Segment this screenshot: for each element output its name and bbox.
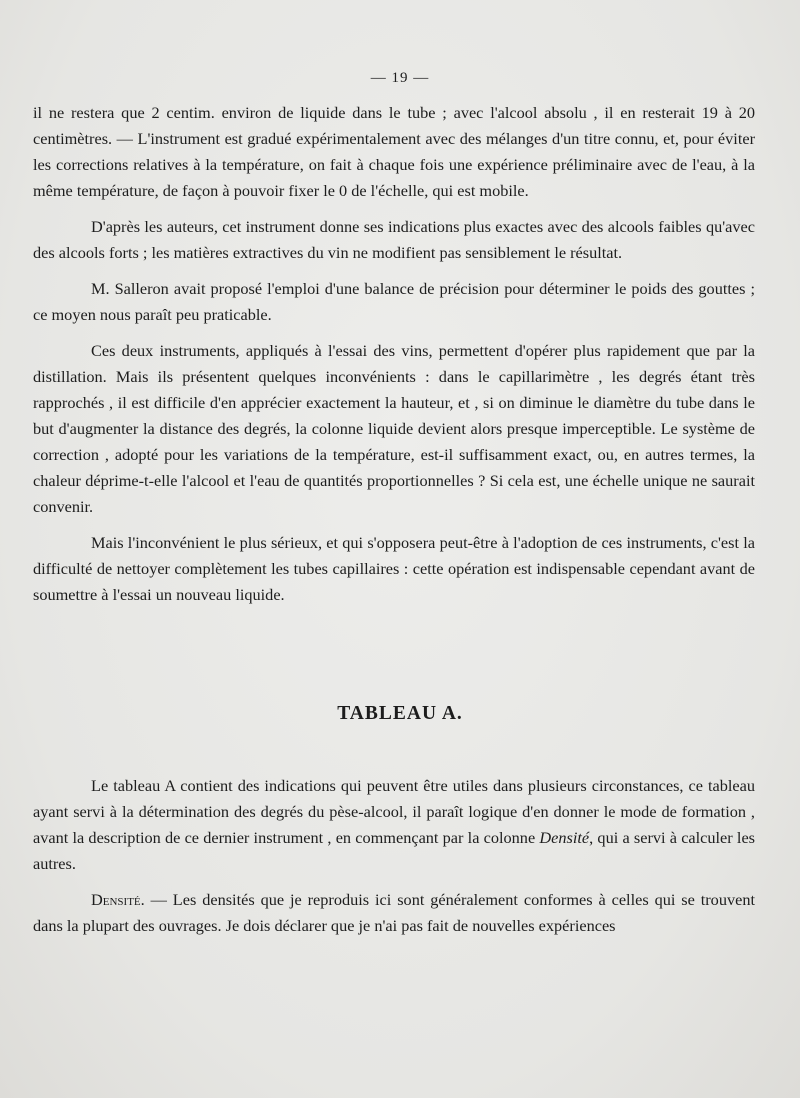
densite-term: Densité. (91, 890, 145, 909)
paragraph-inconvenient: Mais l'inconvénient le plus sérieux, et qui s'opposera peut-être à l'adoption de ces instruments, c'est la difficulté de nettoyer complètement les tubes capillaires : cette opération est indispensable cependant avant de soumettre à l'essai un nouveau liquide. (33, 533, 755, 604)
tableau-text-part1: Le tableau A contient des indications qui peuvent être utiles dans plusieurs circonstances, ce tableau ayant servi à la détermination des degrés du pèse-alcool, il paraît logique d'en donner le mode de formation , avant la description de ce dernier instrument , en commençant par la colonne (33, 776, 755, 847)
body-text-bottom (33, 773, 755, 939)
paragraph-instruments: Ces deux instruments, appliqués à l'essai des vins, permettent d'opérer plus rapidement que par la distillation. Mais ils présentent quelques inconvénients : dans le capillarimètre , les degrés étant très rapprochés , il est difficile d'en apprécier exactement la hauteur, et , si on diminue le diamètre du tube dans le but d'augmenter la distance des degrés, la colonne liquide devient alors presque imperceptible. Le système de correction , adopté pour les variations de la température, est-il suffisamment exact, ou, en autres termes, la chaleur déprime-t-elle l'alcool et l'eau de quantités proportionnelles ? Si cela est, une échelle unique ne saurait convenir. (33, 341, 755, 516)
densite-emphasis: Densité (539, 828, 590, 847)
paragraph-densite (33, 887, 755, 939)
densite-text: — Les densités que je reproduis ici sont généralement conformes à celles qui se trouvent dans la plupart des ouvrages. Je dois déclarer que je n'ai pas fait de nouvelles expériences (33, 890, 755, 935)
paragraph-tableau (33, 773, 755, 877)
tableau-text-part2: , qui a servi à calculer les autres. (33, 828, 756, 873)
body-text-top (33, 100, 755, 608)
paragraph-salleron: M. Salleron avait proposé l'emploi d'une balance de précision pour déterminer le poids des gouttes ; ce moyen nous paraît peu praticable. (33, 279, 755, 324)
paragraph-continuation: il ne restera que 2 centim. environ de liquide dans le tube ; avec l'alcool absolu , il en resterait 19 à 20 centimètres. — L'instrument est gradué expérimentalement avec des mélanges d'un titre connu, et, pour éviter les corrections relatives à la température, on fait à chaque fois une expérience préliminaire avec de l'eau, à la même température, de façon à pouvoir fixer le 0 de l'échelle, qui est mobile. (33, 103, 755, 200)
section-heading: TABLEAU A. (337, 703, 463, 724)
paragraph-authors: D'après les auteurs, cet instrument donne ses indications plus exactes avec des alcools faibles qu'avec des alcools forts ; les matières extractives du vin ne modifient pas sensiblement le résultat. (33, 217, 755, 262)
page-number: — 19 — (370, 70, 430, 86)
